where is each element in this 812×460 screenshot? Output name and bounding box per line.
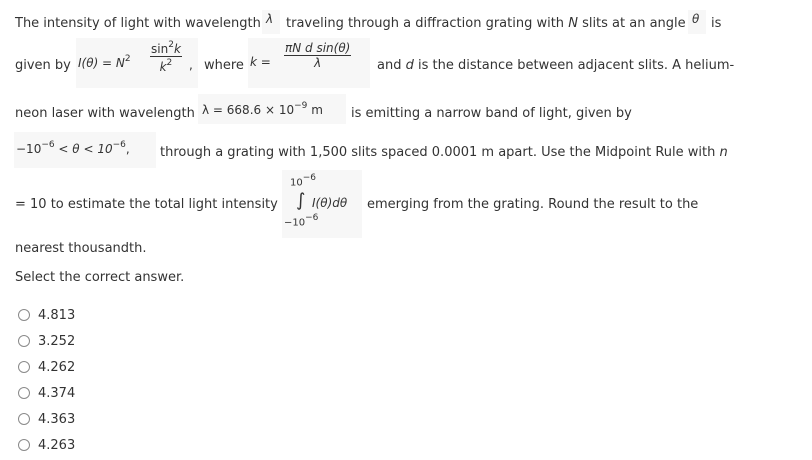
radio-button[interactable]: [18, 439, 30, 451]
integral-lower-limit: $-10^{-6}$: [284, 213, 319, 229]
radio-button[interactable]: [18, 309, 30, 321]
question-line-1: [15, 16, 261, 31]
question-text: and: [377, 58, 402, 73]
answer-option[interactable]: [18, 383, 75, 403]
answer-option[interactable]: [18, 331, 75, 351]
answer-option[interactable]: [18, 305, 75, 325]
integral-expression: [282, 170, 362, 238]
option-label: 3.252: [38, 333, 76, 349]
var-n: n: [719, 145, 728, 160]
theta-glyph: θ: [692, 12, 700, 26]
question-line-2: [15, 58, 71, 73]
question-line-5: [15, 197, 278, 212]
answer-option[interactable]: [18, 409, 75, 429]
integral-sign: ∫: [296, 190, 306, 211]
question-text: is: [711, 16, 722, 31]
radio-button[interactable]: [18, 361, 30, 373]
answer-option[interactable]: [18, 435, 75, 455]
question-line-1c: [711, 16, 721, 31]
option-label: 4.262: [38, 359, 76, 375]
formula-lhs: $I(\theta) = N^2$: [78, 54, 131, 70]
question-line-4: [160, 145, 728, 160]
question-text: The intensity of light with wavelength: [15, 16, 261, 31]
question-text: where: [204, 58, 244, 73]
question-line-2b: [204, 58, 244, 73]
question-text: neon laser with wavelength: [15, 106, 195, 121]
question-line-3b: [351, 106, 632, 121]
angle-range: [14, 132, 156, 168]
instruction-label: Select the correct answer.: [15, 270, 185, 285]
question-text: given by: [15, 58, 71, 73]
k-eq: k =: [250, 55, 271, 69]
integral-upper-limit: $10^{-6}$: [290, 173, 317, 189]
k-fraction: $\frac{\text{πN d sin(θ)}}{\lambda}$: [285, 41, 351, 70]
lambda-glyph: λ: [266, 12, 274, 26]
range-expr: $-10^{-6} < \theta < 10^{-6}$,: [16, 140, 130, 156]
formula-fraction: $\frac{\sin^2k}{k^2}$: [151, 40, 181, 74]
k-formula: [248, 38, 370, 88]
question-line-5b: [367, 197, 698, 212]
intensity-formula: [76, 38, 198, 88]
formula-comma: ,: [189, 58, 193, 72]
question-text: = 10 to estimate the total light intensity: [15, 197, 278, 212]
wavelength-value: [198, 94, 346, 124]
var-N: N: [568, 16, 578, 31]
integrand: I(θ)dθ: [312, 196, 348, 210]
question-text: slits at an angle: [582, 16, 686, 31]
question-line-3: [15, 106, 195, 121]
question-text: through a grating with 1,500 slits spaced 0.0001 m apart. Use the Midpoint Rule with: [160, 145, 716, 160]
option-label: 4.263: [38, 437, 76, 453]
answer-option[interactable]: [18, 357, 75, 377]
radio-button[interactable]: [18, 335, 30, 347]
theta-symbol: [688, 10, 706, 34]
var-d: d: [405, 58, 414, 73]
option-label: 4.813: [38, 307, 76, 323]
question-text: traveling through a diffraction grating with: [286, 16, 565, 31]
lambda-symbol: [262, 10, 280, 34]
option-label: 4.374: [38, 385, 76, 401]
wavelength-expr: $\lambda = 668.6 \times 10^{-9}$ m: [202, 101, 323, 117]
question-text: emerging from the grating. Round the result to the: [367, 197, 699, 212]
question-text: is the distance between adjacent slits. A helium-: [418, 58, 735, 73]
question-text: nearest thousandth.: [15, 241, 147, 256]
question-line-1b: [286, 16, 686, 31]
question-line-6: [15, 241, 147, 256]
option-label: 4.363: [38, 411, 76, 427]
question-line-2c: [377, 58, 734, 73]
radio-button[interactable]: [18, 413, 30, 425]
instruction-text: [15, 270, 184, 285]
radio-button[interactable]: [18, 387, 30, 399]
question-text: is emitting a narrow band of light, given by: [351, 106, 632, 121]
